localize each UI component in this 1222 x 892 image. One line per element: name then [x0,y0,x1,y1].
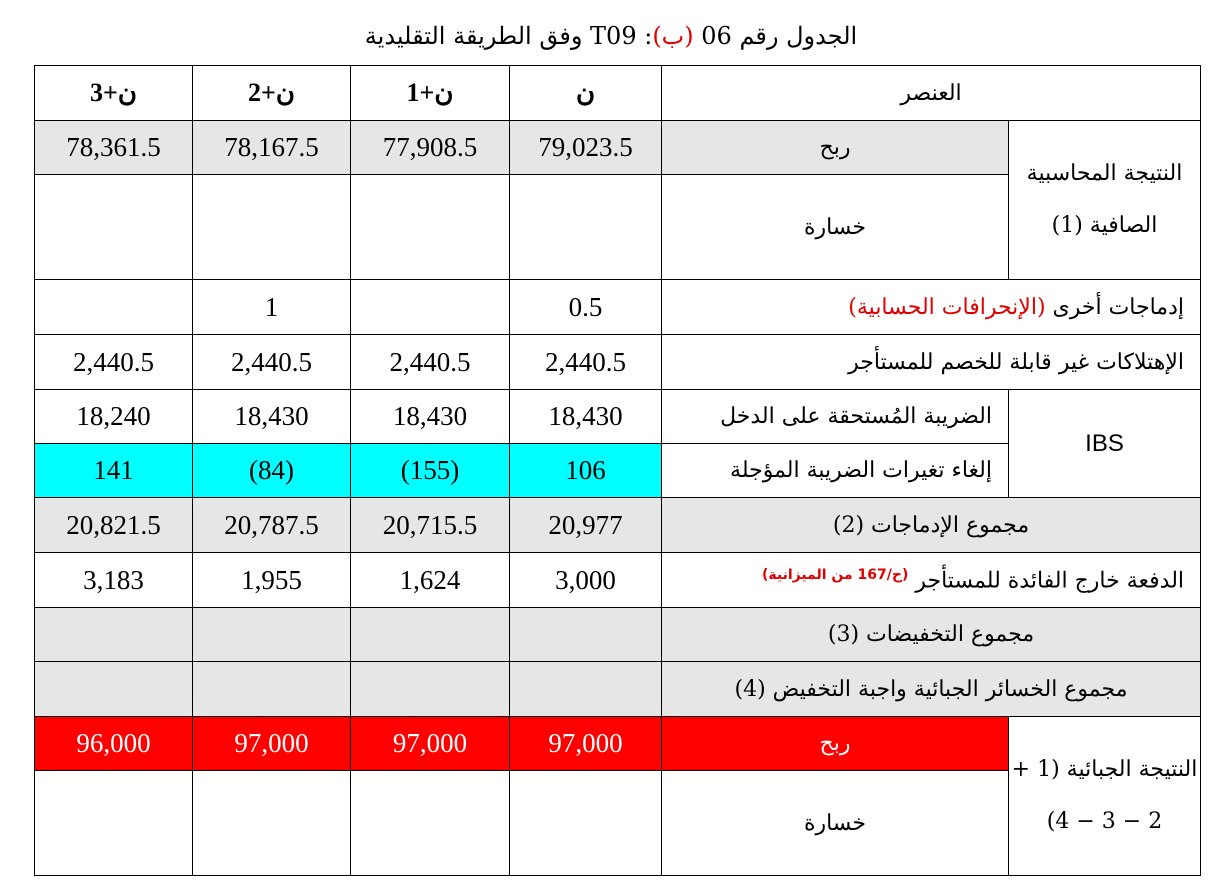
tax-loss-n3 [35,771,193,876]
depreciation-label: الإهتلاكات غير قابلة للخصم للمستأجر [662,335,1201,390]
col-header-n3: ن+3 [35,66,193,121]
tax-losses-n3 [35,662,193,717]
total-additions-n2: 20,787.5 [193,498,351,553]
table-title [0,22,1222,50]
col-header-element: العنصر [662,66,1201,121]
other-additions-label [662,280,1201,335]
total-deductions-label: مجموع التخفيضات (3) [662,608,1201,662]
tax-losses-n2 [193,662,351,717]
accounting-loss-label: خسارة [662,175,1009,280]
other-additions-n1 [351,280,510,335]
tax-result-table [34,65,1201,876]
total-additions-n3: 20,821.5 [35,498,193,553]
tax-result-label: النتيجة الجبائية (1 + 2 − 3 − 4) [1009,717,1201,876]
tax-losses-label: مجموع الخسائر الجبائية واجبة التخفيض (4) [662,662,1201,717]
title-suffix: : T09 وفق الطريقة التقليدية [364,22,653,50]
deferred-tax-n2: (84) [193,444,351,498]
deferred-tax-n3: 141 [35,444,193,498]
tax-profit-n3: 96,000 [35,717,193,771]
tax-loss-n [510,771,662,876]
accounting-profit-n3: 78,361.5 [35,121,193,175]
tax-profit-n: 97,000 [510,717,662,771]
depreciation-n3: 2,440.5 [35,335,193,390]
col-header-n2: ن+2 [193,66,351,121]
accounting-loss-n [510,175,662,280]
table-row [35,498,1201,553]
accounting-profit-n: 79,023.5 [510,121,662,175]
tax-due-n1: 18,430 [351,390,510,444]
col-header-n: ن [510,66,662,121]
tax-profit-n2: 97,000 [193,717,351,771]
title-prefix: الجدول رقم 06 [701,22,858,50]
lessee-payment-n: 3,000 [510,553,662,608]
lessee-payment-text: الدفعة خارج الفائدة للمستأجر [915,568,1185,594]
lessee-payment-label [662,553,1201,608]
depreciation-n2: 2,440.5 [193,335,351,390]
total-additions-n: 20,977 [510,498,662,553]
accounting-result-label: النتيجة المحاسبية الصافية (1) [1009,121,1201,280]
tax-losses-n1 [351,662,510,717]
table-row [35,717,1201,771]
tax-profit-n1: 97,000 [351,717,510,771]
total-deductions-n1 [351,608,510,662]
tax-profit-label: ربح [662,717,1009,771]
lessee-payment-n2: 1,955 [193,553,351,608]
accounting-profit-n1: 77,908.5 [351,121,510,175]
total-additions-label: مجموع الإدماجات (2) [662,498,1201,553]
ibs-label: IBS [1009,390,1201,498]
table-row [35,335,1201,390]
accounting-profit-n2: 78,167.5 [193,121,351,175]
depreciation-n1: 2,440.5 [351,335,510,390]
accounting-loss-n2 [193,175,351,280]
tax-losses-n [510,662,662,717]
header-row [35,66,1201,121]
total-deductions-n3 [35,608,193,662]
depreciation-n: 2,440.5 [510,335,662,390]
tax-due-n2: 18,430 [193,390,351,444]
table-row [35,390,1201,444]
table-row [35,121,1201,175]
tax-loss-label: خسارة [662,771,1009,876]
tax-due-n3: 18,240 [35,390,193,444]
lessee-payment-n3: 3,183 [35,553,193,608]
tax-due-n: 18,430 [510,390,662,444]
other-additions-text: إدماجات أخرى [1052,294,1185,320]
other-additions-note: (الإنحرافات الحسابية) [848,294,1046,320]
other-additions-n2: 1 [193,280,351,335]
other-additions-n3 [35,280,193,335]
table-row [35,608,1201,662]
total-deductions-n2 [193,608,351,662]
tax-loss-n2 [193,771,351,876]
accounting-loss-n1 [351,175,510,280]
other-additions-n: 0.5 [510,280,662,335]
deferred-tax-label: إلغاء تغيرات الضريبة المؤجلة [662,444,1009,498]
accounting-loss-n3 [35,175,193,280]
col-header-n1: ن+1 [351,66,510,121]
tax-due-label: الضريبة المُستحقة على الدخل [662,390,1009,444]
lessee-payment-n1: 1,624 [351,553,510,608]
tax-loss-n1 [351,771,510,876]
lessee-payment-note: (ح/167 من الميزانية) [761,566,909,583]
title-marker: (ب) [652,22,694,50]
table-row [35,662,1201,717]
deferred-tax-n1: (155) [351,444,510,498]
table-row [35,553,1201,608]
accounting-profit-label: ربح [662,121,1009,175]
total-additions-n1: 20,715.5 [351,498,510,553]
total-deductions-n [510,608,662,662]
deferred-tax-n: 106 [510,444,662,498]
table-row [35,280,1201,335]
